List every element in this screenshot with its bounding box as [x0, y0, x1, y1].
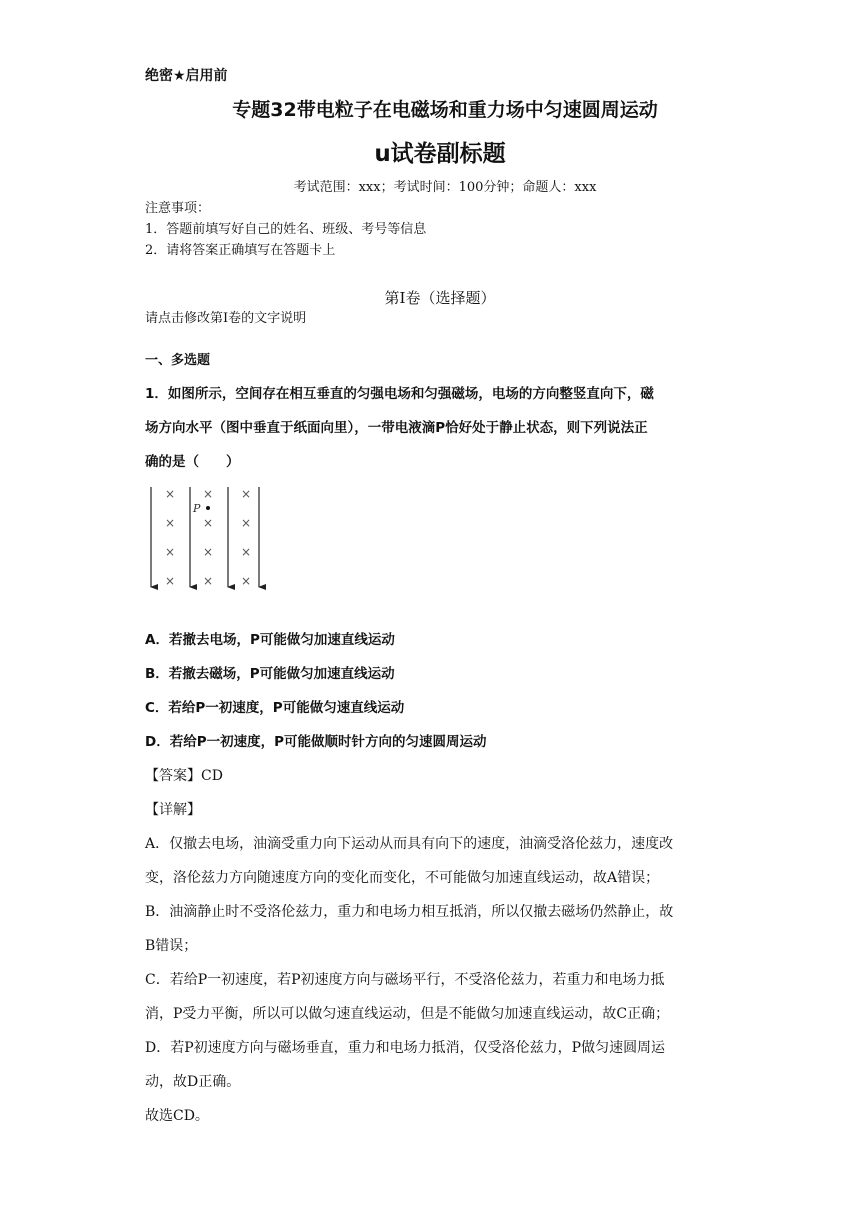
section-title: 第I卷（选择题） — [384, 289, 496, 307]
into-page-symbol: × — [202, 545, 214, 559]
question-stem — [145, 377, 715, 479]
explanation — [145, 827, 715, 1133]
option-b: B．若撤去磁场，P可能做匀加速直线运动 — [145, 666, 395, 682]
into-page-symbol: × — [202, 574, 214, 588]
into-page-symbol: × — [240, 516, 252, 530]
explanation-line: D．若P初速度方向与磁场垂直，重力和电场力抵消，仅受洛伦兹力，P做匀速圆周运 — [145, 1040, 666, 1056]
into-page-symbol: × — [164, 545, 176, 559]
note-item-2: 2．请将答案正确填写在答题卡上 — [145, 243, 336, 258]
question-stem-line: 1．如图所示，空间存在相互垂直的匀强电场和匀强磁场，电场的方向整竖直向下，磁 — [145, 386, 654, 402]
option-d: D．若给P一初速度，P可能做顺时针方向的匀速圆周运动 — [145, 734, 487, 750]
question-stem-line: 确的是（ ） — [145, 454, 240, 470]
exam-page — [145, 64, 715, 1133]
explanation-line: B．油滴静止时不受洛伦兹力，重力和电场力相互抵消，所以仅撤去磁场仍然静止，故 — [145, 904, 674, 920]
answer-line: 【答案】CD — [145, 768, 223, 784]
into-page-symbol: × — [240, 487, 252, 501]
exam-meta: 考试范围：xxx；考试时间：100分钟；命题人：xxx — [293, 180, 597, 195]
question-group-heading: 一、多选题 — [145, 353, 211, 368]
notes-heading: 注意事项： — [145, 201, 211, 216]
detail-heading: 【详解】 — [145, 802, 201, 818]
particle-label: P — [193, 502, 201, 515]
explanation-line: C．若给P一初速度，若P初速度方向与磁场平行，不受洛伦兹力，若重力和电场力抵 — [145, 972, 665, 988]
option-a: A．若撤去电场，P可能做匀加速直线运动 — [145, 632, 395, 648]
explanation-line: 变，洛伦兹力方向随速度方向的变化而变化，不可能做匀加速直线运动，故A错误； — [145, 870, 660, 886]
option-c: C．若给P一初速度，P可能做匀速直线运动 — [145, 700, 405, 716]
options-list — [145, 623, 715, 759]
secret-label: 绝密★启用前 — [145, 68, 228, 84]
into-page-symbol: × — [202, 487, 214, 501]
section-description: 请点击修改第I卷的文字说明 — [145, 311, 307, 326]
document-subtitle: u试卷副标题 — [374, 141, 506, 167]
explanation-line: 消，P受力平衡，所以可以做匀速直线运动，但是不能做匀加速直线运动，故C正确； — [145, 1006, 670, 1022]
particle-dot — [206, 506, 210, 510]
into-page-symbol: × — [164, 516, 176, 530]
explanation-line: B错误； — [145, 938, 198, 954]
field-figure — [145, 483, 715, 599]
explanation-line: 故选CD。 — [145, 1108, 209, 1124]
into-page-symbol: × — [164, 487, 176, 501]
electric-field-lines — [151, 487, 259, 587]
question-stem-line: 场方向水平（图中垂直于纸面向里），一带电液滴P恰好处于静止状态，则下列说法正 — [145, 420, 648, 436]
explanation-line: A．仅撤去电场，油滴受重力向下运动从而具有向下的速度，油滴受洛伦兹力，速度改 — [145, 836, 674, 852]
into-page-symbol: × — [240, 574, 252, 588]
into-page-symbol: × — [202, 516, 214, 530]
into-page-symbol: × — [240, 545, 252, 559]
field-diagram — [145, 483, 270, 595]
magnetic-field-symbols — [165, 487, 251, 588]
document-title: 专题32带电粒子在电磁场和重力场中匀速圆周运动 — [232, 99, 658, 121]
explanation-line: 动，故D正确。 — [145, 1074, 241, 1090]
into-page-symbol: × — [164, 574, 176, 588]
note-item-1: 1．答题前填写好自己的姓名、班级、考号等信息 — [145, 222, 427, 237]
